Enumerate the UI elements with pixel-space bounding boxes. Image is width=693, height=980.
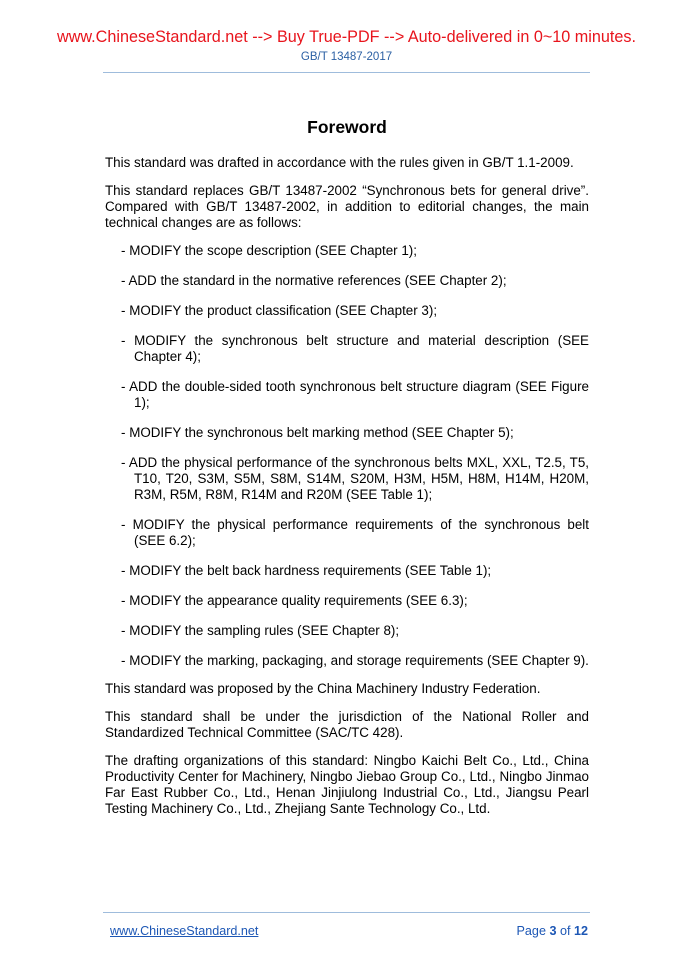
page-title: Foreword	[307, 117, 387, 137]
page-label: Page	[516, 924, 546, 938]
intro-paragraph: This standard replaces GB/T 13487-2002 “Synchronous bets for general drive”. Compared with GB/T 13487-2002, in addition to editorial changes, the main technical changes are as follows:	[105, 183, 589, 230]
page-number	[517, 923, 588, 939]
page-content	[105, 116, 589, 829]
footer-divider	[103, 912, 590, 913]
list-item: - MODIFY the scope description (SEE Chapter 1);	[105, 243, 589, 259]
list-item: - ADD the double-sided tooth synchronous belt structure diagram (SEE Figure 1);	[105, 379, 589, 411]
list-item: - MODIFY the marking, packaging, and storage requirements (SEE Chapter 9).	[105, 653, 589, 669]
list-item: - MODIFY the synchronous belt marking method (SEE Chapter 5);	[105, 425, 589, 441]
list-item: - MODIFY the sampling rules (SEE Chapter 8);	[105, 623, 589, 639]
footer-site-link[interactable]: www.ChineseStandard.net	[110, 924, 259, 938]
list-item: - ADD the physical performance of the synchronous belts MXL, XXL, T2.5, T5, T10, T20, S3M, S5M, S8M, S14M, S20M, H3M, H5M, H8M, H14M, H20M, R3M, R5M, R8M, R14M and R20M (SEE Table 1);	[105, 455, 589, 503]
page-of: of	[559, 924, 571, 938]
technical-changes-list	[105, 243, 589, 669]
document-id: GB/T 13487-2017	[300, 51, 393, 63]
header-banner-link[interactable]: www.ChineseStandard.net --> Buy True-PDF --> Auto-delivered in 0~10 minutes.	[57, 28, 636, 46]
list-item: - MODIFY the product classification (SEE Chapter 3);	[105, 303, 589, 319]
intro-paragraph: This standard was drafted in accordance with the rules given in GB/T 1.1-2009.	[105, 155, 574, 170]
header-divider	[103, 72, 590, 73]
list-item: - ADD the standard in the normative references (SEE Chapter 2);	[105, 273, 589, 289]
list-item: - MODIFY the synchronous belt structure and material description (SEE Chapter 4);	[105, 333, 589, 365]
page-footer	[110, 923, 588, 939]
list-item: - MODIFY the appearance quality requirements (SEE 6.3);	[105, 593, 589, 609]
list-item: - MODIFY the physical performance requirements of the synchronous belt (SEE 6.2);	[105, 517, 589, 549]
closing-paragraph: This standard shall be under the jurisdiction of the National Roller and Standardized Technical Committee (SAC/TC 428).	[105, 709, 589, 740]
closing-paragraph: This standard was proposed by the China Machinery Industry Federation.	[105, 681, 541, 696]
list-item: - MODIFY the belt back hardness requirements (SEE Table 1);	[105, 563, 589, 579]
page-current: 3	[549, 924, 557, 938]
closing-paragraph: The drafting organizations of this standard: Ningbo Kaichi Belt Co., Ltd., China Productivity Center for Machinery, Ningbo Jiebao Group Co., Ltd., Ningbo Jinmao Far East Rubber Co., Ltd., Henan Jinjiulong Industrial Co., Ltd., Jiangsu Pearl Testing Machinery Co., Ltd., Zhejiang Sante Technology Co., Ltd.	[105, 753, 589, 816]
page-total: 12	[573, 924, 588, 938]
